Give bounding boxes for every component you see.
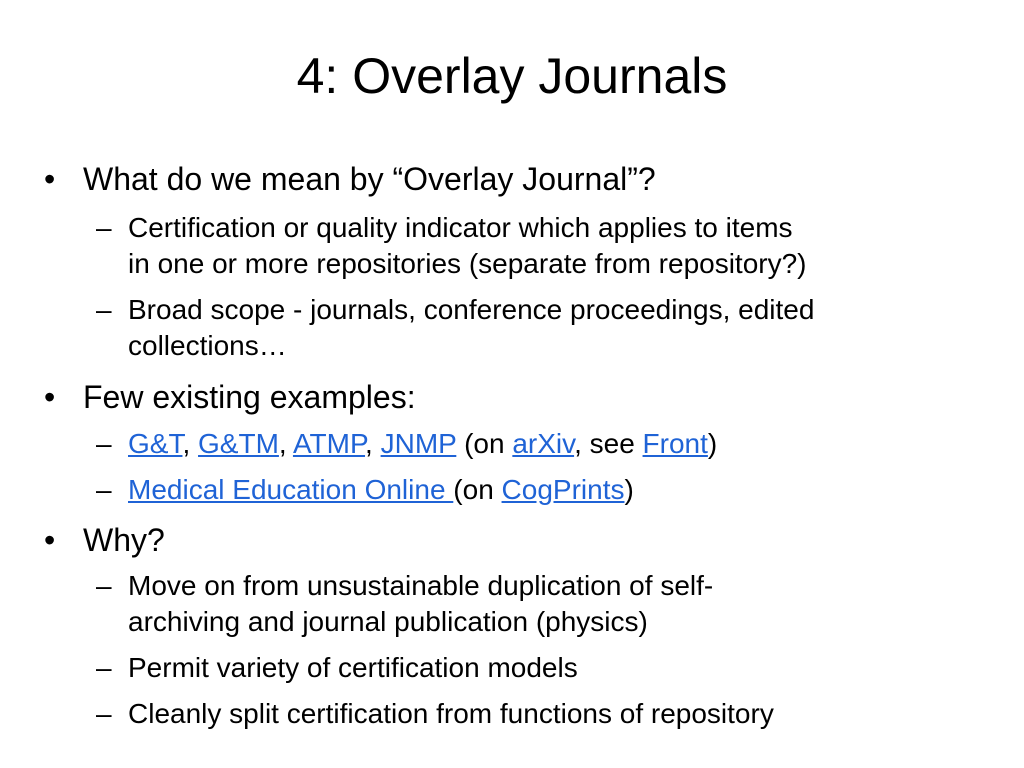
dash-icon: – xyxy=(96,698,112,729)
link-front[interactable]: Front xyxy=(642,428,708,459)
link-gtm[interactable]: G&TM xyxy=(198,428,279,459)
link-jnmp[interactable]: JNMP xyxy=(380,428,457,459)
dash-icon: – xyxy=(96,294,112,325)
on-text: (on xyxy=(456,428,513,459)
slide-title: 4: Overlay Journals xyxy=(296,48,728,104)
list-item-line: Permit variety of certification models xyxy=(128,652,578,683)
on-text: (on xyxy=(453,474,502,505)
link-cogprints[interactable]: CogPrints xyxy=(501,474,625,505)
list-item xyxy=(128,650,978,686)
separator-text: , xyxy=(365,428,381,459)
separator-text: , xyxy=(278,428,293,459)
list-item xyxy=(128,696,978,732)
dash-icon: – xyxy=(96,212,112,243)
link-arxiv[interactable]: arXiv xyxy=(512,428,575,459)
list-item-line: collections… xyxy=(128,330,287,361)
close-paren-text: ) xyxy=(624,474,634,505)
section-heading-examples: Few existing examples: xyxy=(83,379,416,415)
dash-icon: – xyxy=(96,570,112,601)
separator-text: , xyxy=(182,428,199,459)
list-item xyxy=(128,210,978,282)
list-item-line: archiving and journal publication (physics) xyxy=(128,606,648,637)
dash-icon: – xyxy=(96,652,112,683)
list-item xyxy=(128,568,978,640)
section-heading-why: Why? xyxy=(83,522,165,558)
close-paren-text: ) xyxy=(707,428,718,459)
list-item-line: in one or more repositories (separate from repository?) xyxy=(128,248,807,279)
bullet-icon: • xyxy=(44,161,56,197)
link-medical-education-online[interactable]: Medical Education Online xyxy=(128,474,454,505)
bullet-icon: • xyxy=(44,379,56,415)
list-item xyxy=(128,292,978,364)
section-heading-overlay-journal: What do we mean by “Overlay Journal”? xyxy=(83,161,656,197)
examples-line xyxy=(128,426,978,462)
examples-row-2 xyxy=(128,472,978,508)
list-item-line: Broad scope - journals, conference proceedings, edited xyxy=(128,294,815,325)
examples-row-1 xyxy=(128,426,978,462)
see-text: , see xyxy=(574,428,643,459)
dash-icon: – xyxy=(96,428,112,459)
list-item-line: Move on from unsustainable duplication of self- xyxy=(128,570,714,601)
bullet-icon: • xyxy=(44,522,56,558)
link-atmp[interactable]: ATMP xyxy=(292,428,366,459)
list-item-line: Certification or quality indicator which applies to items xyxy=(128,212,793,243)
link-gt[interactable]: G&T xyxy=(128,428,183,459)
list-item-line: Cleanly split certification from functions of repository xyxy=(128,698,774,729)
examples-line xyxy=(128,472,978,508)
dash-icon: – xyxy=(96,474,112,505)
